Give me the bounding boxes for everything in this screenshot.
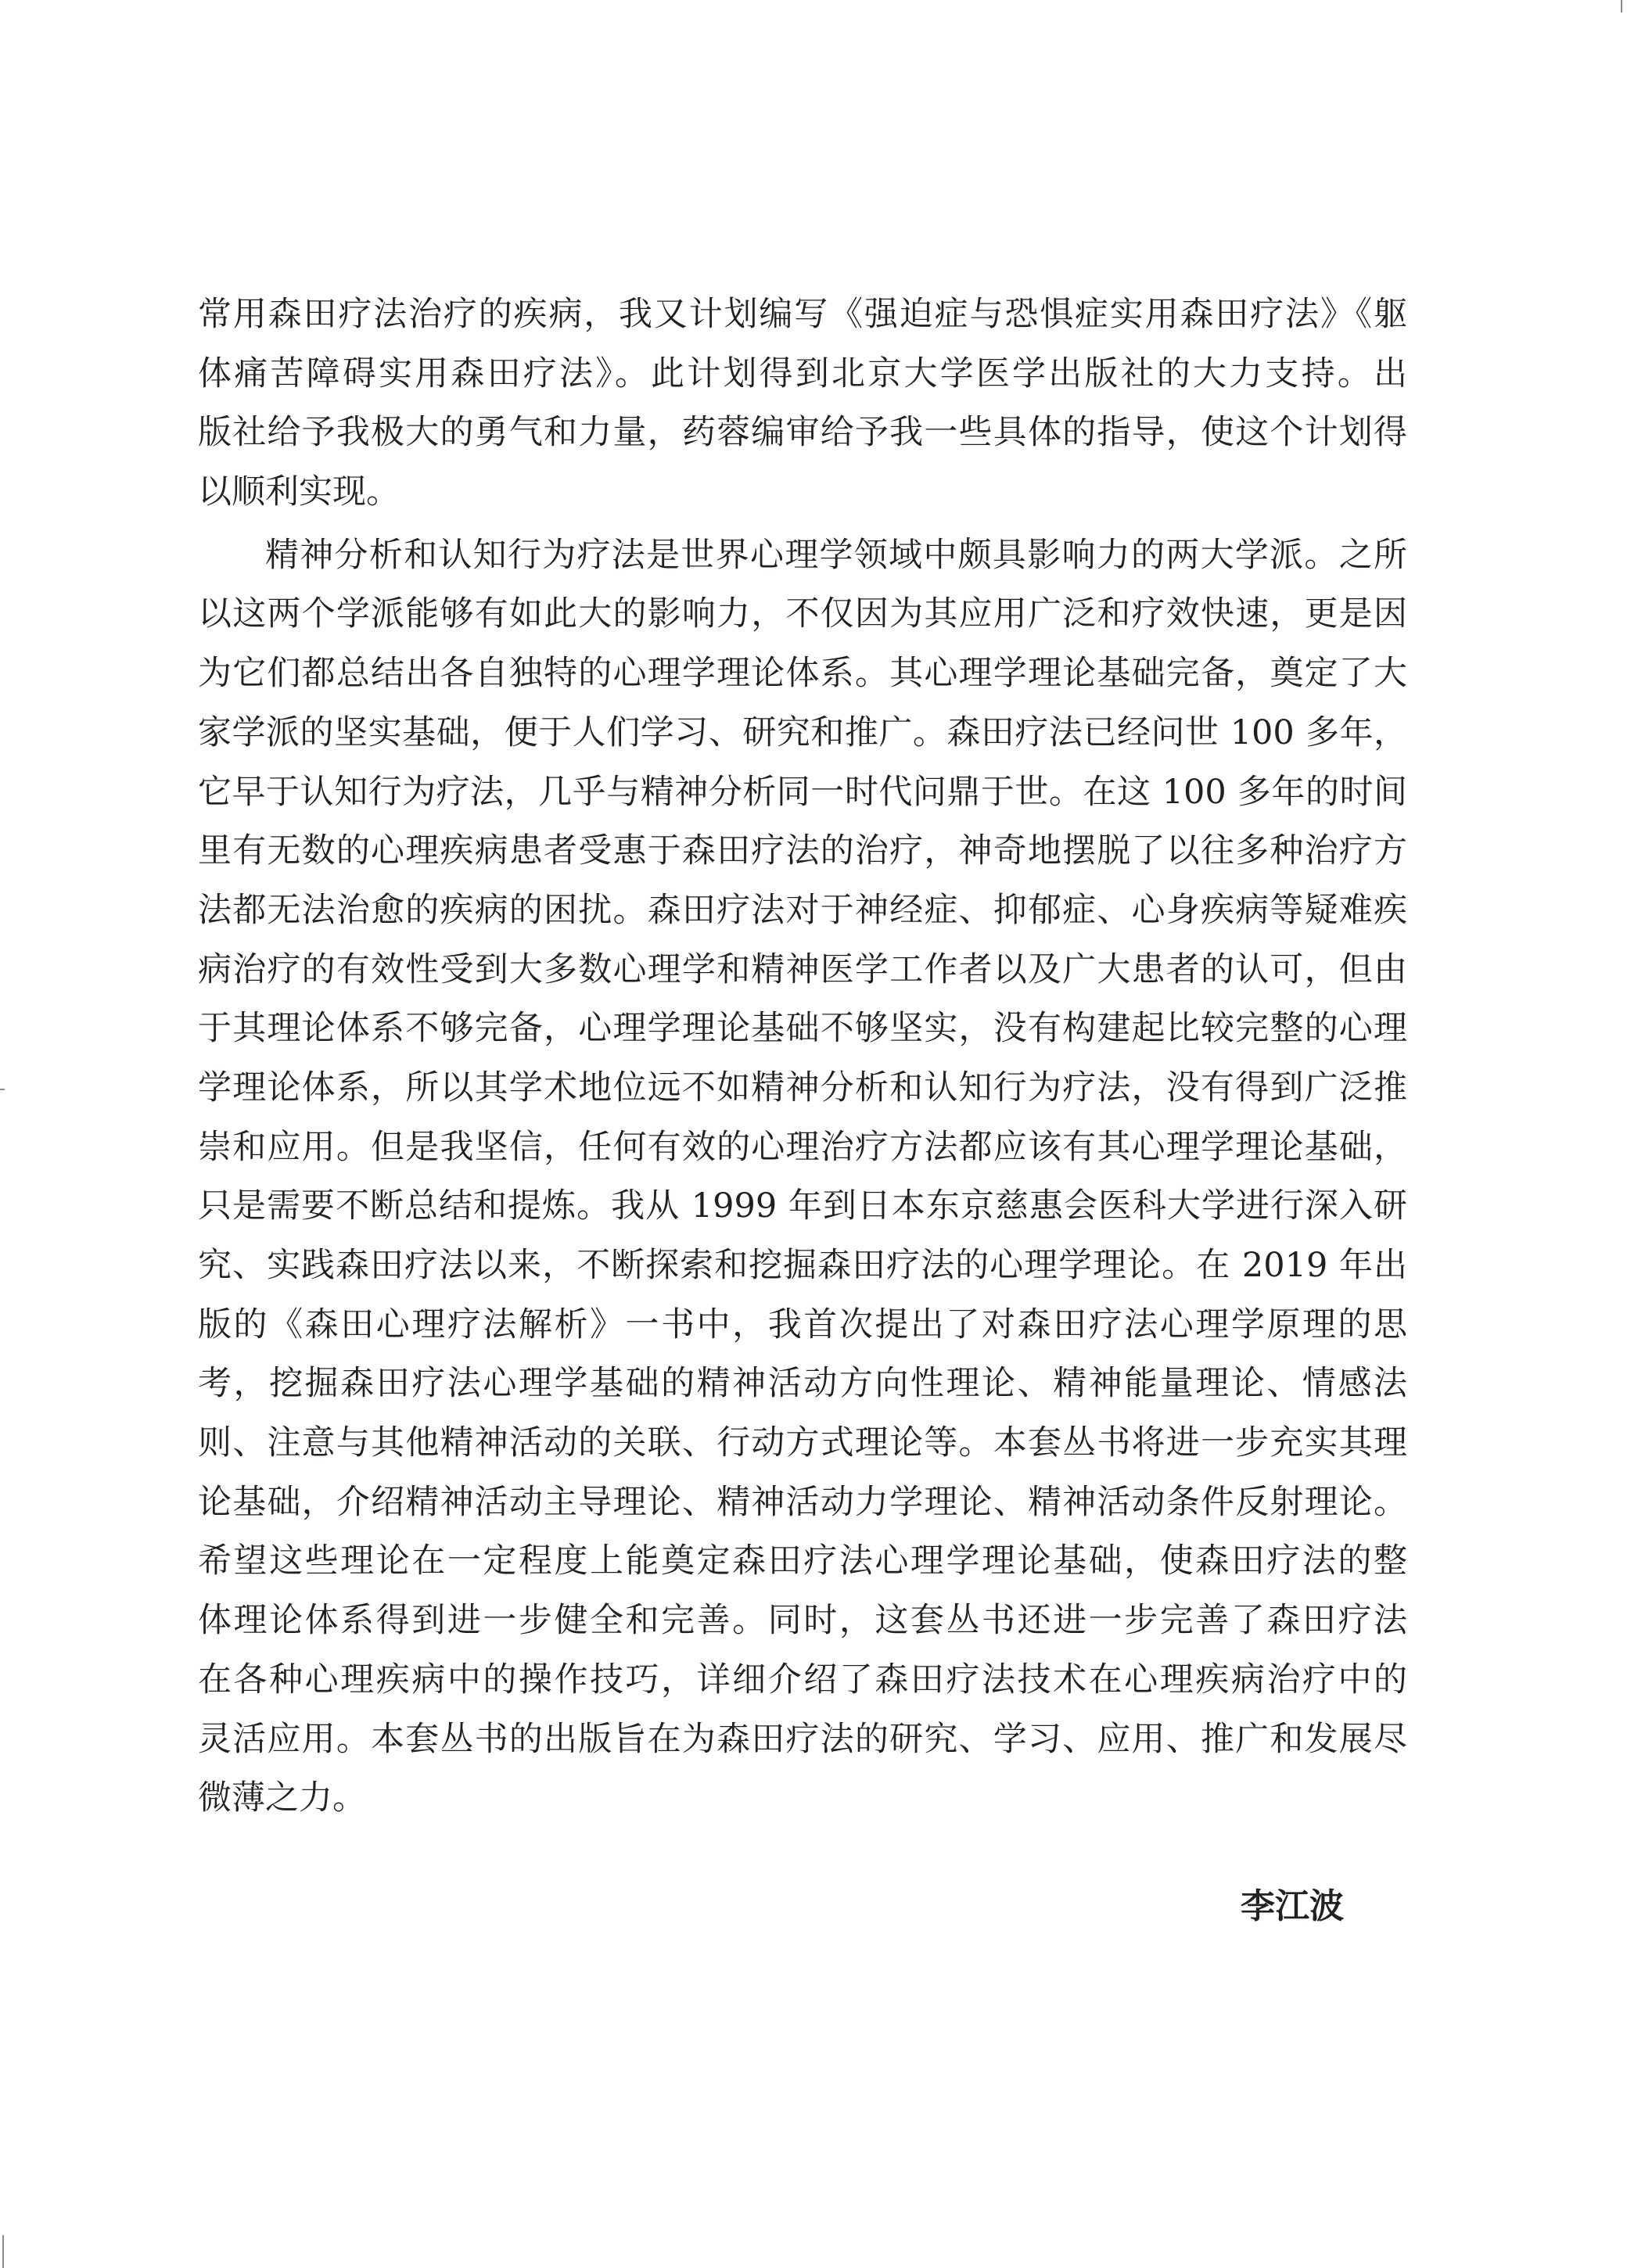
text-line: 为它们都总结出各自独特的心理学理论体系。其心理学理论基础完备，奠定了大 [198,654,1407,694]
text-line: 考，挖掘森田疗法心理学基础的精神活动方向性理论、精神能量理论、情感法 [198,1364,1407,1404]
text-line: 希望这些理论在一定程度上能奠定森田疗法心理学理论基础，使森田疗法的整 [198,1541,1407,1581]
text-line: 学理论体系，所以其学术地位远不如精神分析和认知行为疗法，没有得到广泛推 [198,1068,1407,1107]
text-line: 于其理论体系不够完备，心理学理论基础不够坚实，没有构建起比较完整的心理 [198,1009,1407,1049]
text-line: 里有无数的心理疾病患者受惠于森田疗法的治疗，神奇地摆脱了以往多种治疗方 [198,831,1407,871]
text-line: 究、实践森田疗法以来，不断探索和挖掘森田疗法的心理学理论。在 2019 年出 [198,1246,1407,1285]
text-line: 以顺利实现。 [198,472,400,512]
scan-mark [0,1089,5,1090]
text-line: 论基础，介绍精神活动主导理论、精神活动力学理论、精神活动条件反射理论。 [198,1482,1407,1522]
preface-body [198,285,1407,1828]
text-line: 精神分析和认知行为疗法是世界心理学领域中颇具影响力的两大学派。之所 [265,535,1407,575]
author-signature: 李江波 [1241,1886,1344,1926]
text-line: 病治疗的有效性受到大多数心理学和精神医学工作者以及广大患者的认可，但由 [198,949,1407,989]
scan-mark [1621,0,1622,13]
text-line: 法都无法治愈的疾病的困扰。森田疗法对于神经症、抑郁症、心身疾病等疑难疾 [198,890,1407,930]
text-line: 只是需要不断总结和提炼。我从 1999 年到日本东京慈惠会医科大学进行深入研 [198,1186,1407,1226]
text-line: 以这两个学派能够有如此大的影响力，不仅因为其应用广泛和疗效快速，更是因 [198,594,1407,634]
text-line: 体痛苦障碍实用森田疗法》。此计划得到北京大学医学出版社的大力支持。出 [198,353,1407,393]
paragraph [198,285,1407,522]
text-line: 灵活应用。本套丛书的出版旨在为森田疗法的研究、学习、应用、推广和发展尽 [198,1719,1407,1759]
text-line: 在各种心理疾病中的操作技巧，详细介绍了森田疗法技术在心理疾病治疗中的 [198,1660,1407,1699]
text-line: 微薄之力。 [198,1778,366,1818]
text-line: 则、注意与其他精神活动的关联、行动方式理论等。本套丛书将进一步充实其理 [198,1423,1407,1463]
text-line: 常用森田疗法治疗的疾病，我又计划编写《强迫症与恐惧症实用森田疗法》《躯 [198,295,1407,334]
text-line: 体理论体系得到进一步健全和完善。同时，这套丛书还进一步完善了森田疗法 [198,1601,1407,1641]
text-line: 版社给予我极大的勇气和力量，药蓉编审给予我一些具体的指导，使这个计划得 [198,413,1407,453]
paragraph [198,526,1407,1828]
text-line: 它早于认知行为疗法，几乎与精神分析同一时代问鼎于世。在这 100 多年的时间 [198,772,1407,812]
text-line: 崇和应用。但是我坚信，任何有效的心理治疗方法都应该有其心理学理论基础， [198,1127,1407,1167]
text-line: 版的《森田心理疗法解析》一书中，我首次提出了对森田疗法心理学原理的思 [198,1304,1407,1344]
text-line: 家学派的坚实基础，便于人们学习、研究和推广。森田疗法已经问世 100 多年， [198,712,1407,752]
scan-mark [2,2235,4,2268]
